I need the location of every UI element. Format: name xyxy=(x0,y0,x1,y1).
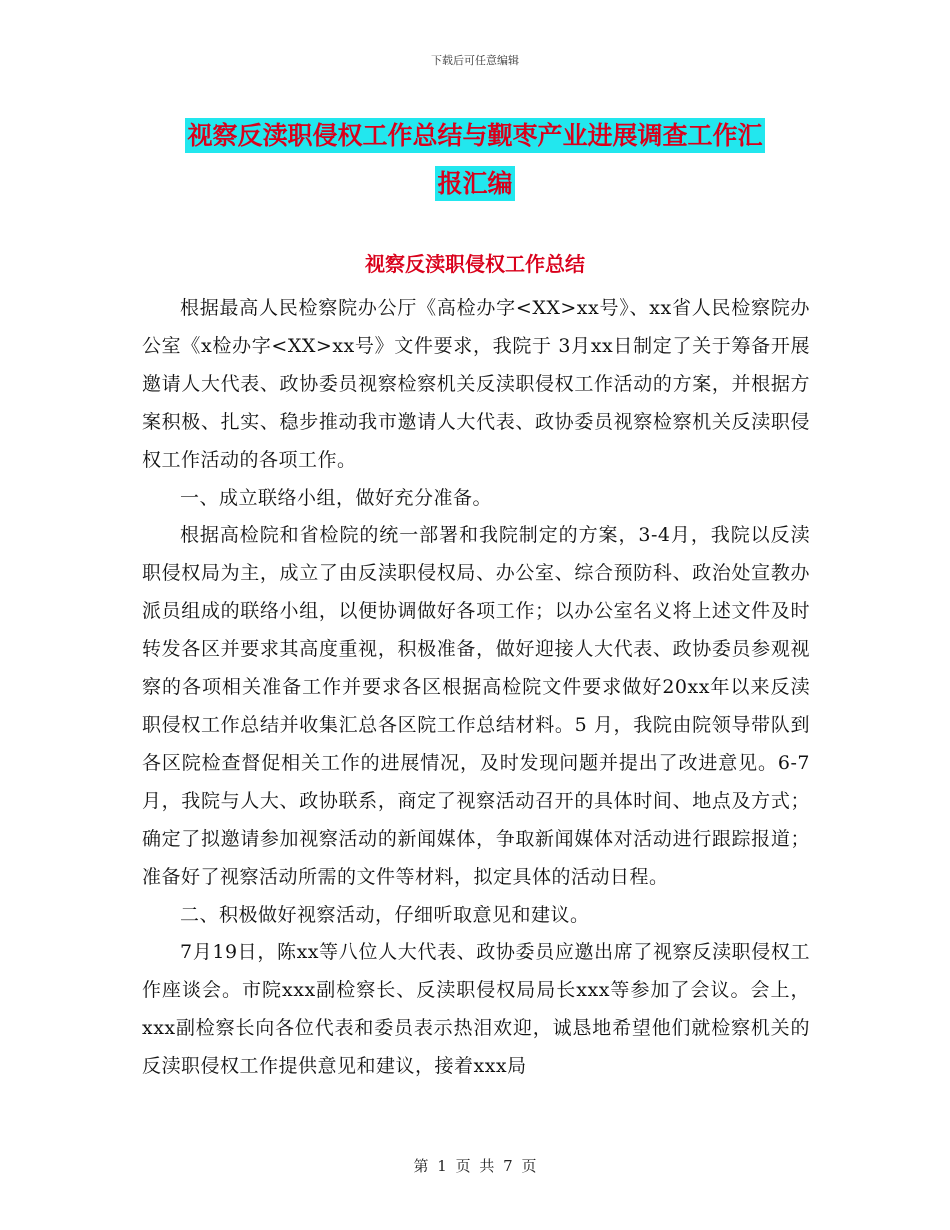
paragraph-heading: 二、积极做好视察活动，仔细听取意见和建议。 xyxy=(180,903,590,926)
page-header: 下载后可任意编辑 xyxy=(431,54,519,67)
section-title: 视察反渎职侵权工作总结 xyxy=(365,252,585,276)
document-title-line-2: 报汇编 xyxy=(435,166,514,201)
paragraph: 7月19日，陈xx等八位人大代表、政协委员应邀出席了视察反渎职侵权工作座谈会。市院xxx副检察长、反渎职侵权局局长xxx等参加了会议。会上，xxx副检察长向各位代表和委员表示热泪欢迎，诚恳地希望他们就检察机关的反渎职侵权工作提供意见和建议，接着xxx局 xyxy=(142,941,810,1078)
paragraph-heading: 一、成立联络小组，做好充分准备。 xyxy=(180,486,493,509)
document-title-line-1: 视察反渎职侵权工作总结与觐枣产业进展调查工作汇 xyxy=(185,118,764,153)
paragraph: 根据最高人民检察院办公厅《高检办字<XX>xx号》、xx省人民检察院办公室《x检办字<XX>xx号》文件要求，我院于 3月xx日制定了关于筹备开展邀请人大代表、政协委员视察检察机关反渎职侵权工作活动的方案，并根据方案积极、扎实、稳步推动我市邀请人大代表、政协委员视察检察机关反渎职侵权工作活动的各项工作。 xyxy=(142,297,810,471)
document-title xyxy=(142,112,808,208)
paragraph: 根据高检院和省检院的统一部署和我院制定的方案，3-4月，我院以反渎职侵权局为主，成立了由反渎职侵权局、办公室、综合预防科、政治处宣教办派员组成的联络小组，以便协调做好各项工作；以办公室名义将上述文件及时转发各区并要求其高度重视，积极准备，做好迎接人大代表、政协委员参观视察的各项相关准备工作并要求各区根据高检院文件要求做好20xx年以来反渎职侵权工作总结并收集汇总各区院工作总结材料。5 月，我院由院领导带队到各区院检查督促相关工作的进展情况，及时发现问题并提出了改进意见。6-7月，我院与人大、政协联系，商定了视察活动召开的具体时间、地点及方式；确定了拟邀请参加视察活动的新闻媒体，争取新闻媒体对活动进行跟踪报道；准备好了视察活动所需的文件等材料，拟定具体的活动日程。 xyxy=(142,524,810,888)
document-body xyxy=(142,290,810,1086)
page-number: 第 1 页 共 7 页 xyxy=(413,1157,537,1175)
